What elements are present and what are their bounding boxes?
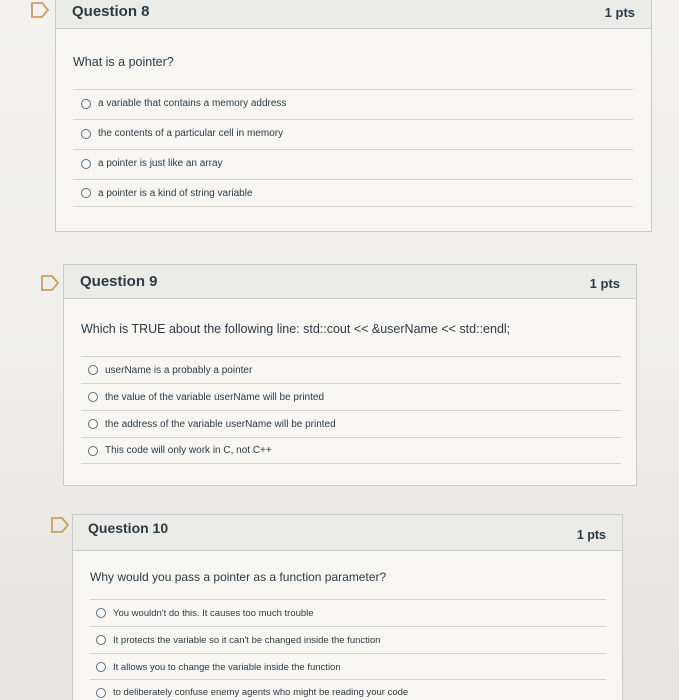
flag-question-icon[interactable] <box>40 275 60 291</box>
question-text: Why would you pass a pointer as a function parameter? <box>90 570 387 584</box>
answer-option[interactable] <box>81 356 621 383</box>
answer-label: It allows you to change the variable inside the function <box>113 661 341 673</box>
answer-option[interactable] <box>73 149 633 177</box>
radio-button[interactable] <box>96 662 106 672</box>
answer-option[interactable] <box>73 89 633 117</box>
flag-question-icon[interactable] <box>50 517 70 533</box>
radio-button[interactable] <box>88 365 98 375</box>
answer-option[interactable] <box>81 383 621 410</box>
answer-option[interactable] <box>90 679 606 700</box>
radio-button[interactable] <box>88 419 98 429</box>
radio-button[interactable] <box>96 688 106 698</box>
radio-button[interactable] <box>96 608 106 618</box>
answer-label: the contents of a particular cell in memory <box>98 128 284 139</box>
question-header <box>73 515 622 551</box>
answer-label: It protects the variable so it can't be changed inside the function <box>113 634 381 646</box>
question-points: 1 pts <box>604 5 635 20</box>
answer-label: This code will only work in C, not C++ <box>105 445 272 456</box>
answer-label: a pointer is just like an array <box>98 158 223 169</box>
answer-label: to deliberately confuse enemy agents who might be reading your code <box>113 687 409 698</box>
answer-option[interactable] <box>81 437 621 464</box>
answer-label: the value of the variable userName will be printed <box>105 391 325 403</box>
question-title: Question 9 <box>80 273 158 290</box>
answer-option[interactable] <box>73 179 633 207</box>
radio-button[interactable] <box>88 392 98 402</box>
question-header <box>56 0 651 29</box>
question-title: Question 8 <box>72 3 150 20</box>
radio-button[interactable] <box>88 446 98 456</box>
question-points: 1 pts <box>589 276 620 291</box>
radio-button[interactable] <box>81 188 91 198</box>
question-points: 1 pts <box>576 528 606 542</box>
radio-button[interactable] <box>81 159 91 169</box>
answer-option[interactable] <box>90 653 606 680</box>
flag-question-icon[interactable] <box>30 2 50 18</box>
radio-button[interactable] <box>96 635 106 645</box>
answer-label: You wouldn't do this. It causes too much trouble <box>113 607 314 619</box>
question-text: Which is TRUE about the following line: std::cout << &userName << std::endl; <box>81 322 511 336</box>
answer-label: userName is a probably a pointer <box>105 364 253 376</box>
question-header <box>64 265 636 299</box>
question-10-card <box>72 514 623 700</box>
question-title: Question 10 <box>88 520 169 536</box>
answer-option[interactable] <box>90 599 606 626</box>
question-8-card <box>55 0 652 232</box>
answer-option[interactable] <box>73 119 633 147</box>
answer-option[interactable] <box>90 626 606 653</box>
answer-label: a variable that contains a memory address <box>98 98 287 109</box>
radio-button[interactable] <box>81 129 91 139</box>
answer-label: the address of the variable userName will be printed <box>105 418 336 430</box>
radio-button[interactable] <box>81 99 91 109</box>
question-text: What is a pointer? <box>73 55 174 69</box>
answer-option[interactable] <box>81 410 621 437</box>
answer-label: a pointer is a kind of string variable <box>98 187 253 199</box>
question-9-card <box>63 264 637 486</box>
